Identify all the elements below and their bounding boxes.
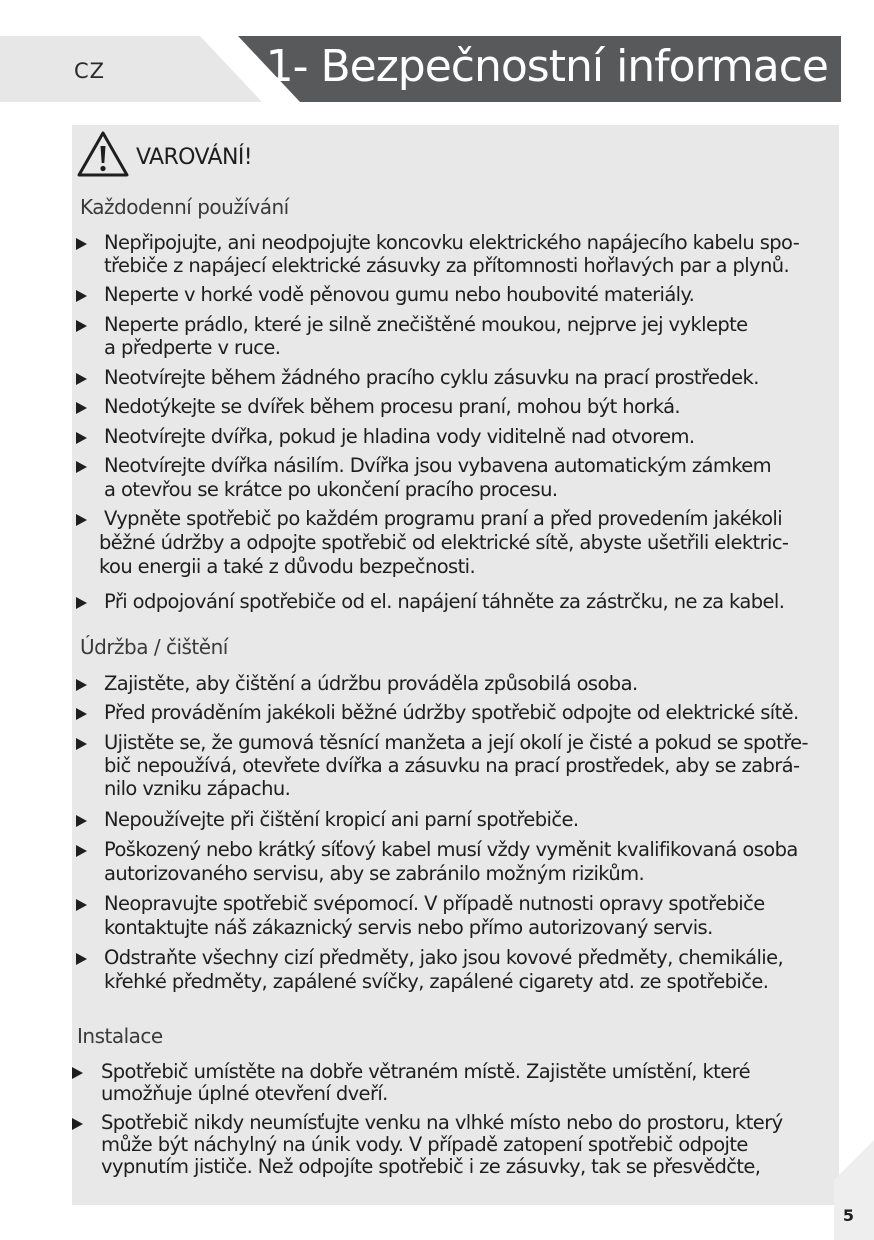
list-item-line: Odstraňte všechny cizí předměty, jako jsou kovové předměty, chemikálie, (104, 946, 784, 969)
bullet-arrow-icon (76, 461, 87, 473)
list-item-line: Zajistěte, aby čištění a údržbu prováděla způsobilá osoba. (104, 672, 638, 695)
bullet-arrow-icon (76, 514, 87, 526)
list-item-line: Vypněte spotřebič po každém programu praní a před provedením jakékoli (104, 507, 783, 530)
page-number: 5 (842, 1206, 854, 1225)
section-title-maintenance: Údržba / čištění (80, 635, 228, 659)
list-item-line: Nepoužívejte při čištění kropicí ani parní spotřebiče. (104, 808, 579, 831)
list-item-line: Neotvírejte dvířka, pokud je hladina vody viditelně nad otvorem. (104, 425, 695, 448)
list-item-line: Spotřebič umístěte na dobře větraném místě. Zajistěte umístění, které (101, 1060, 750, 1083)
bullet-arrow-icon (72, 1067, 83, 1079)
warning-icon (76, 130, 130, 178)
list-item-line: Před prováděním jakékoli běžné údržby spotřebič odpojte od elektrické sítě. (104, 701, 799, 724)
bullet-arrow-icon (76, 679, 87, 691)
language-code: CZ (74, 59, 106, 83)
list-item-line: Ujistěte se, že gumová těsnící manžeta a její okolí je čisté a pokud se spotře- (104, 731, 808, 754)
bullet-arrow-icon (76, 738, 87, 750)
list-item-line: a otevřou se krátce po ukončení pracího procesu. (104, 478, 558, 501)
list-item-line: kou energii a také z důvodu bezpečnosti. (99, 555, 476, 578)
list-item-line: Neotvírejte během žádného pracího cyklu zásuvku na prací prostředek. (104, 366, 759, 389)
list-item-line: může být náchylný na únik vody. V případě zatopení spotřebič odpojte (101, 1133, 748, 1156)
header-light-band (0, 36, 262, 102)
bullet-arrow-icon (76, 597, 87, 609)
list-item-line: Nepřipojujte, ani neodpojujte koncovku elektrického napájecího kabelu spo- (104, 231, 800, 254)
section-title-installation: Instalace (77, 1024, 163, 1048)
page-corner-decoration (834, 1140, 874, 1240)
list-item-line: Neotvírejte dvířka násilím. Dvířka jsou vybavena automatickým zámkem (104, 454, 772, 477)
bullet-arrow-icon (76, 899, 87, 911)
bullet-arrow-icon (76, 845, 87, 857)
warning-label: VAROVÁNÍ! (136, 145, 252, 170)
bullet-arrow-icon (76, 290, 87, 302)
bullet-arrow-icon (76, 373, 87, 385)
page-title: 1- Bezpečnostní informace (265, 41, 828, 92)
list-item-line: bič nepoužívá, otevřete dvířka a zásuvku na prací prostředek, aby se zabrá- (104, 754, 800, 777)
list-item-line: Poškozený nebo krátký síťový kabel musí vždy vyměnit kvalifikovaná osoba (104, 838, 798, 861)
list-item-line: křehké předměty, zapálené svíčky, zapálené cigarety atd. ze spotřebiče. (104, 970, 769, 993)
list-item-line: nilo vzniku zápachu. (104, 777, 291, 800)
bullet-arrow-icon (76, 238, 87, 250)
list-item-line: Neperte prádlo, které je silně znečištěné moukou, nejprve jej vyklepte (104, 313, 748, 336)
section-title-daily-use: Každodenní používání (80, 195, 289, 219)
bullet-arrow-icon (76, 953, 87, 965)
list-item-line: kontaktujte náš zákaznický servis nebo přímo autorizovaný servis. (104, 916, 713, 939)
bullet-arrow-icon (76, 320, 87, 332)
bullet-arrow-icon (76, 708, 87, 720)
list-item-line: Neperte v horké vodě pěnovou gumu nebo houbovité materiály. (104, 283, 695, 306)
list-item-line: třebiče z napájecí elektrické zásuvky za přítomnosti hořlavých par a plynů. (104, 254, 790, 277)
list-item-line: umožňuje úplné otevření dveří. (101, 1082, 388, 1105)
list-item-line: Neopravujte spotřebič svépomocí. V případě nutnosti opravy spotřebiče (104, 892, 765, 915)
list-item-line: běžné údržby a odpojte spotřebič od elektrické sítě, abyste ušetřili elektric- (99, 531, 789, 554)
bullet-arrow-icon (72, 1118, 83, 1130)
list-item-line: a předperte v ruce. (104, 336, 281, 359)
bullet-arrow-icon (76, 402, 87, 414)
list-item-line: autorizovaného servisu, aby se zabránilo možným rizikům. (104, 862, 645, 885)
list-item-line: Nedotýkejte se dvířek během procesu praní, mohou být horká. (104, 395, 681, 418)
bullet-arrow-icon (76, 432, 87, 444)
list-item-line: Při odpojování spotřebiče od el. napájení táhněte za zástrčku, ne za kabel. (104, 590, 785, 613)
list-item-line: vypnutím jističe. Než odpojíte spotřebič i ze zásuvky, tak se přesvědčte, (101, 1155, 761, 1178)
bullet-arrow-icon (76, 815, 87, 827)
list-item-line: Spotřebič nikdy neumísťujte venku na vlhké místo nebo do prostoru, který (101, 1111, 783, 1134)
